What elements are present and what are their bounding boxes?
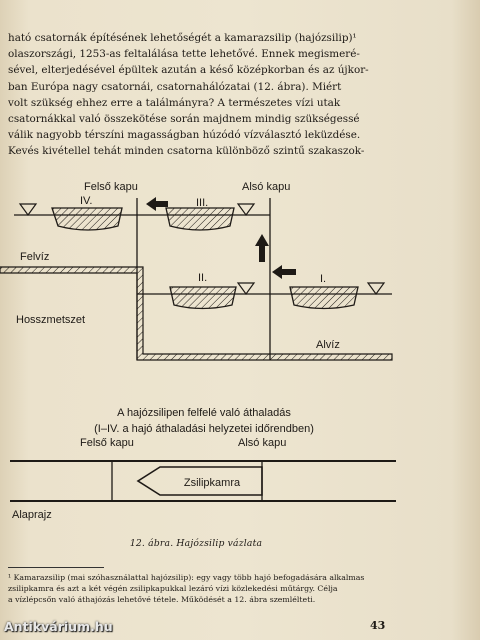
footnote-divider <box>8 567 104 568</box>
section-view-label: Hosszmetszet <box>16 314 86 326</box>
body-line: csatornákkal való összekötése során majdnem mindig szükségessé <box>8 113 360 126</box>
water-level-marker <box>368 283 384 294</box>
plan-lower-gate-label: Alsó kapu <box>238 437 287 449</box>
boat-i <box>290 287 358 309</box>
boat-ii <box>170 287 236 309</box>
boat-label: II. <box>198 272 208 284</box>
footnote-line: a vízlépcsőn való áthajózás lehetővé tétele. Működését a 12. ábra szemlélteti. <box>8 595 316 605</box>
body-line: olaszországi, 1253-as feltalálása tette lehetővé. Ennek megismeré- <box>8 48 360 61</box>
body-line: válik nagyobb térszíni magasságban húzódó vízválasztó leküzdése. <box>8 129 361 142</box>
page-number: 43 <box>370 619 386 632</box>
boat-label: I. <box>320 273 327 285</box>
body-line: sével, elterjedésével épültek azután a késő középkorban és az újkor- <box>8 64 369 77</box>
boat-label: III. <box>196 197 209 209</box>
arrow-left-icon <box>146 197 168 211</box>
footnote-line: zsilipkamra és azt a két végén zsilipkapukkal lezáró vízi közlekedési műtárgy. Célja <box>8 584 338 594</box>
boat-iv <box>52 208 122 230</box>
lock-diagram <box>0 170 400 536</box>
footnote-line: ¹ Kamarazsilip (mai szóhasználattal hajózsilip): egy vagy több hajó befogadására alkalmas <box>8 573 365 582</box>
plan-view-label: Alaprajz <box>12 509 52 521</box>
arrow-up-icon <box>255 234 269 262</box>
plan-upper-gate-label: Felső kapu <box>80 437 134 449</box>
upper-gate-label: Felső kapu <box>84 181 138 193</box>
body-paragraph <box>8 30 392 160</box>
body-line: ban Európa nagy csatornái, csatornahálózatai (12. ábra). Miért <box>8 80 342 93</box>
body-line: volt szükség ehhez erre a találmányra? A természetes vízi utak <box>8 96 341 109</box>
chamber-label: Zsilipkamra <box>183 477 241 489</box>
body-line: Kevés kivétellel tehát minden csatorna különböző szintű szakaszok- <box>8 145 365 158</box>
boat-iii <box>166 208 234 230</box>
water-level-marker <box>20 204 36 215</box>
upper-water-label: Felvíz <box>20 251 50 263</box>
body-line: ható csatornák építésének lehetőségét a kamarazsilip (hajózsilip)¹ <box>8 32 357 44</box>
figure-subtitle: (I–IV. a hajó áthaladási helyzetei időrendben) <box>94 423 314 435</box>
water-level-marker <box>238 283 254 294</box>
figure-caption: 12. ábra. Hajózsilip vázlata <box>129 538 263 549</box>
lower-water-label: Alvíz <box>316 339 340 351</box>
watermark: Antikvárium.hu <box>4 619 113 634</box>
footnote <box>8 572 392 606</box>
water-level-marker <box>238 204 254 215</box>
figure-title: A hajózsilipen felfelé való áthaladás <box>117 407 291 419</box>
boat-label: IV. <box>80 195 93 207</box>
lower-gate-label: Alsó kapu <box>242 181 291 193</box>
arrow-left-icon <box>272 265 296 279</box>
